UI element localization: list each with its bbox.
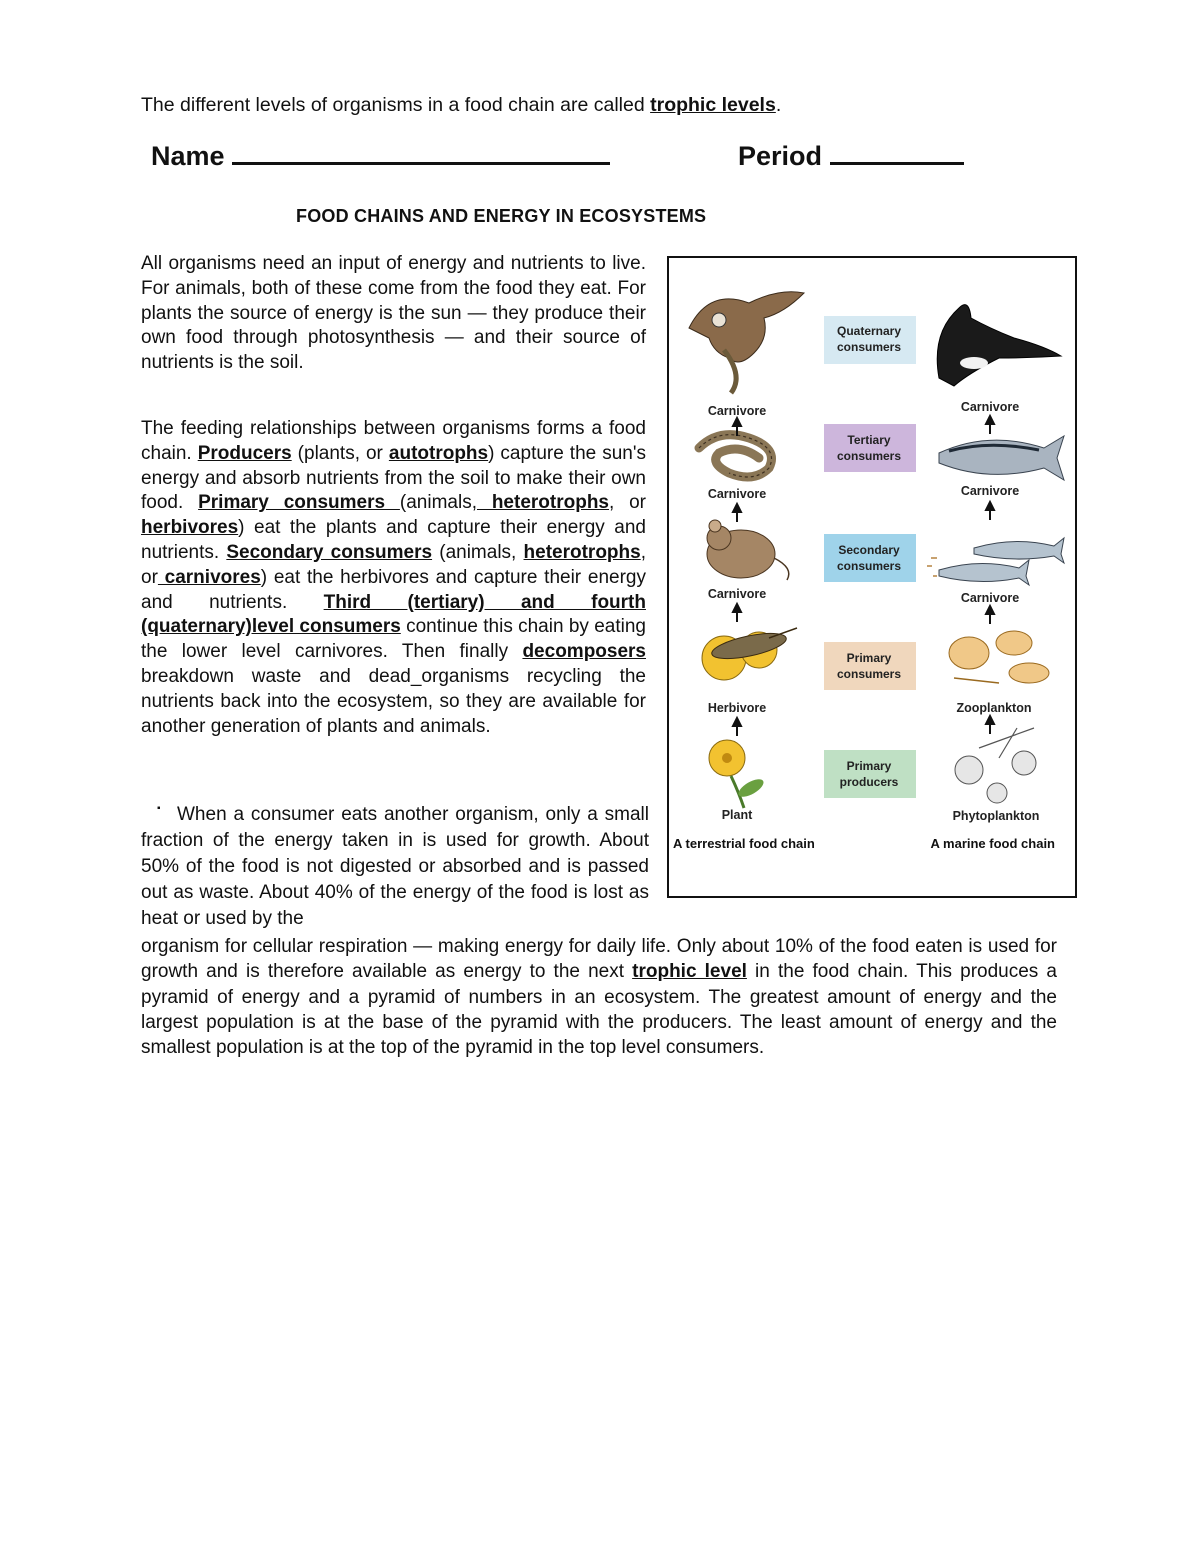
grasshopper-flower-illustration xyxy=(702,628,797,680)
terrestrial-caption: A terrestrial food chain xyxy=(673,836,815,851)
term-primary-consumers: Primary consumers xyxy=(198,492,400,514)
term-producers: Producers xyxy=(197,442,292,464)
paragraph-energy-pyramid xyxy=(141,934,1057,1060)
term-secondary-consumers: Secondary consumers xyxy=(226,541,433,563)
snake-illustration xyxy=(699,435,772,477)
p2-text-6: ) eat the plants and capture their energy and nutrients. xyxy=(141,517,646,563)
p3-text: When a consumer eats another organism, only a small fraction of the energy taken in is used for growth. About 50% of the food is not digested or absorbed and is passed out as waste. About 40% of the energy of the food is lost as heat or used by the xyxy=(141,804,649,929)
level-box-tertiary xyxy=(824,424,916,472)
phytoplankton-illustration xyxy=(955,728,1036,803)
level-box-bg xyxy=(824,750,916,798)
intro-period: . xyxy=(775,94,782,116)
intro-term-trophic-levels: trophic levels xyxy=(650,94,776,116)
level-label-line2: consumers xyxy=(836,559,902,573)
paragraph-3-text xyxy=(141,802,649,932)
p2-text-8: , or xyxy=(141,541,646,588)
level-label-line1: Primary xyxy=(846,759,892,773)
level-box-bg xyxy=(824,642,916,690)
paragraph-energy-nutrients xyxy=(141,252,646,376)
term-herbivores: herbivores xyxy=(141,517,239,539)
level-label-line2: producers xyxy=(839,775,899,789)
plant-flower-illustration xyxy=(709,740,766,808)
level-box-primary-consumers xyxy=(824,642,916,690)
small-fish-illustration xyxy=(927,538,1064,585)
p2-text-10: continue this chain by eating the lower level carnivores. Then finally xyxy=(141,616,646,663)
intro-sentence xyxy=(141,94,781,117)
p2-text-7: (animals, xyxy=(432,541,524,563)
level-label-line1: Tertiary xyxy=(847,433,891,447)
food-chain-figure xyxy=(667,256,1077,898)
term-trophic-level: trophic level xyxy=(632,961,747,983)
paragraph-feeding-relationships xyxy=(141,417,646,739)
mouse-illustration xyxy=(707,520,789,580)
p2-text-3: ) capture the sun's energy and absorb nutrients from the soil to make their own food. xyxy=(141,442,646,514)
level-box-secondary xyxy=(824,534,916,582)
p2-text-4: (animals, xyxy=(399,492,477,514)
period-field xyxy=(738,140,964,172)
bullet-icon: ▪ xyxy=(157,803,161,814)
terrestrial-label-5: Plant xyxy=(721,808,753,822)
p2-text-5: , or xyxy=(609,492,647,514)
period-blank[interactable] xyxy=(830,140,964,165)
paragraph-1-text: All organisms need an input of energy and nutrients to live. For animals, both of these come from the food they eat. For plants the source of energy is the sun — they produce their own food through photosynthesis — and their source of nutrients is the soil. xyxy=(141,253,646,374)
p2-text-1: The feeding relationships between organisms forms a food chain. xyxy=(141,418,646,464)
hawk-illustration xyxy=(689,292,804,393)
terrestrial-label-2: Carnivore xyxy=(707,487,767,501)
name-field xyxy=(151,140,610,172)
term-heterotrophs-2: heterotrophs xyxy=(523,541,641,563)
level-box-quaternary xyxy=(824,316,916,364)
intro-text: The different levels of organisms in a food chain are called xyxy=(141,94,651,116)
level-box-bg xyxy=(824,424,916,472)
terrestrial-label-4: Herbivore xyxy=(707,701,767,715)
terrestrial-label-3: Carnivore xyxy=(707,587,767,601)
period-label: Period xyxy=(738,141,823,171)
p2-text-11: breakdown waste and dead_organisms recycling the nutrients back into the ecosystem, so they are available for another generation of plants and animals. xyxy=(141,665,646,737)
marine-label-5: Phytoplankton xyxy=(952,809,1040,823)
paragraph-energy-transfer xyxy=(141,802,649,932)
marine-label-3: Carnivore xyxy=(960,591,1020,605)
p4-text-1: organism for cellular respiration — making energy for daily life. Only about 10% of the food eaten is used for growth and is therefore available as energy to the next xyxy=(141,936,1057,983)
p2-text-2: (plants, or xyxy=(291,442,389,464)
terrestrial-label-1: Carnivore xyxy=(707,404,767,418)
term-higher-level-consumers: Third (tertiary) and fourth (quaternary)level consumers xyxy=(141,591,646,638)
level-box-primary-producers xyxy=(824,750,916,798)
marine-label-1: Carnivore xyxy=(960,400,1020,414)
term-autotrophs: autotrophs xyxy=(388,442,489,464)
tuna-illustration xyxy=(939,436,1064,480)
p2-text-9: ) eat the herbivores and capture their energy and nutrients. xyxy=(141,566,646,613)
level-label-line1: Primary xyxy=(846,651,892,665)
level-label-line1: Secondary xyxy=(838,543,900,557)
name-label: Name xyxy=(151,141,225,171)
marine-caption: A marine food chain xyxy=(930,836,1055,851)
term-heterotrophs-1: heterotrophs xyxy=(476,492,609,514)
term-carnivores: carnivores xyxy=(157,566,261,588)
document-title: FOOD CHAINS AND ENERGY IN ECOSYSTEMS xyxy=(296,206,707,226)
name-blank[interactable] xyxy=(232,140,610,165)
food-chain-diagram xyxy=(669,258,1075,896)
level-label-line2: consumers xyxy=(836,667,902,681)
level-label-line2: consumers xyxy=(836,340,902,354)
level-label-line1: Quaternary xyxy=(836,324,902,338)
orca-illustration xyxy=(937,305,1061,386)
paragraph-2-text xyxy=(141,417,646,739)
zooplankton-illustration xyxy=(949,631,1049,683)
p4-text-2: in the food chain. This produces a pyramid of energy and a pyramid of numbers in an ecosystem. The greatest amount of energy and the largest population is at the base of the pyramid with the producers. The least amount of energy and the smallest population is at the top of the pyramid in the top level consumers. xyxy=(141,961,1057,1059)
marine-label-4: Zooplankton xyxy=(956,701,1032,715)
term-decomposers: decomposers xyxy=(522,641,646,663)
level-box-bg xyxy=(824,534,916,582)
level-label-line2: consumers xyxy=(836,449,902,463)
marine-label-2: Carnivore xyxy=(960,484,1020,498)
